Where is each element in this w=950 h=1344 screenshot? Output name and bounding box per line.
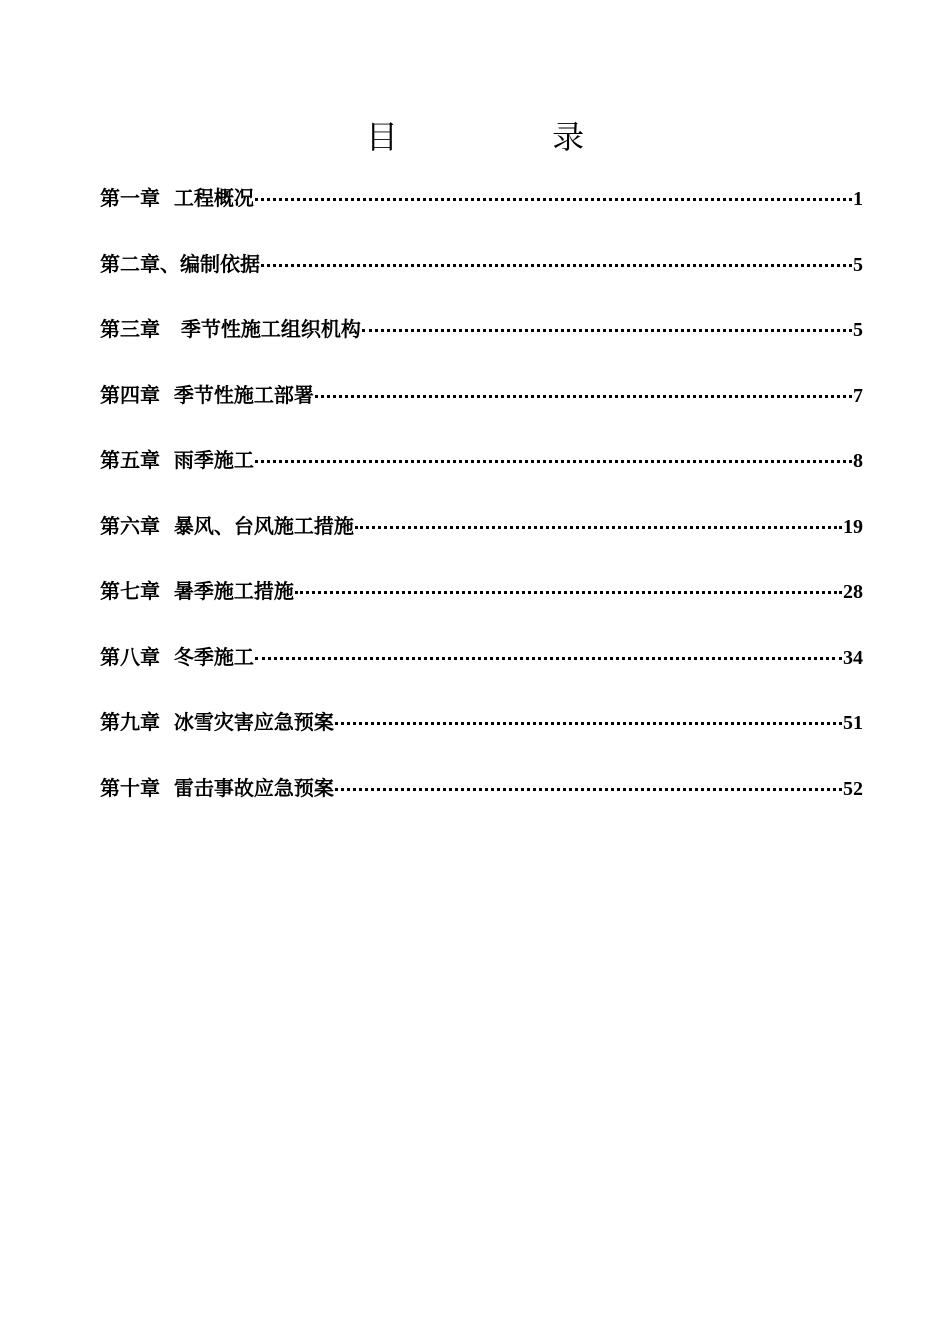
toc-dot-leader bbox=[261, 264, 852, 267]
toc-entry-label: 第一章 工程概况 bbox=[100, 186, 254, 210]
toc-entry[interactable] bbox=[100, 571, 863, 637]
toc-entry[interactable] bbox=[100, 309, 863, 375]
toc-page-number: 51 bbox=[843, 712, 863, 734]
toc-page-number: 19 bbox=[843, 515, 863, 538]
toc-entry-label: 第二章、编制依据 bbox=[100, 251, 260, 276]
toc-list bbox=[100, 178, 863, 833]
toc-dot-leader bbox=[362, 329, 852, 332]
toc-page-number: 34 bbox=[843, 646, 863, 669]
toc-entry-label: 第六章 暴风、台风施工措施 bbox=[100, 513, 354, 538]
toc-entry-label: 第四章 季节性施工部署 bbox=[100, 382, 314, 407]
toc-title: 目 录 bbox=[365, 118, 657, 156]
toc-entry[interactable] bbox=[100, 440, 863, 506]
toc-entry-label: 第十章 雷击事故应急预案 bbox=[100, 775, 334, 800]
toc-dot-leader bbox=[255, 198, 852, 201]
toc-entry[interactable] bbox=[100, 375, 863, 441]
toc-dot-leader bbox=[295, 591, 842, 594]
toc-entry[interactable] bbox=[100, 637, 863, 703]
toc-dot-leader bbox=[335, 788, 842, 791]
toc-entry-label: 第七章 暑季施工措施 bbox=[100, 579, 294, 603]
toc-page-number: 7 bbox=[853, 384, 863, 407]
toc-page-number: 8 bbox=[853, 450, 863, 472]
toc-page-number: 5 bbox=[853, 253, 863, 276]
toc-entry[interactable] bbox=[100, 244, 863, 310]
toc-page-number: 28 bbox=[843, 581, 863, 603]
toc-entry-label: 第九章 冰雪灾害应急预案 bbox=[100, 710, 334, 734]
toc-entry[interactable] bbox=[100, 702, 863, 768]
toc-entry-label: 第三章 季节性施工组织机构 bbox=[100, 317, 361, 341]
toc-dot-leader bbox=[335, 722, 842, 725]
toc-entry-label: 第八章 冬季施工 bbox=[100, 644, 254, 669]
toc-dot-leader bbox=[255, 460, 852, 463]
toc-entry[interactable] bbox=[100, 768, 863, 834]
toc-entry[interactable] bbox=[100, 506, 863, 572]
toc-dot-leader bbox=[315, 395, 852, 398]
toc-entry[interactable] bbox=[100, 178, 863, 244]
toc-page-number: 52 bbox=[843, 777, 863, 800]
toc-dot-leader bbox=[255, 657, 842, 660]
toc-page-number: 5 bbox=[853, 319, 863, 341]
toc-page-number: 1 bbox=[853, 188, 863, 210]
toc-entry-label: 第五章 雨季施工 bbox=[100, 448, 254, 472]
toc-dot-leader bbox=[355, 526, 842, 529]
